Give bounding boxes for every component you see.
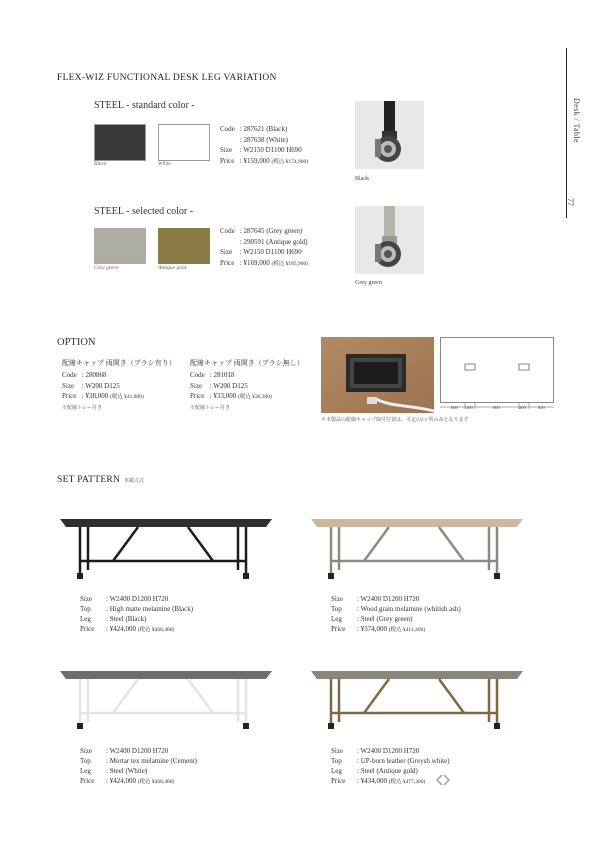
option-1-note: ※配線トレー付き [62,406,103,411]
price-value: ¥33,000 [213,392,237,400]
top-label: Top [331,757,342,765]
price-label: Price [80,777,95,785]
size-label: Size [80,747,93,755]
price-label: Price [331,625,346,633]
dim-4: 200 [519,405,526,410]
top-value: UP-born leather (Greysh white) [360,757,450,765]
price-tax: (税込 ¥466,400) [137,627,175,633]
top-value: Wood grain melamine (whitish ash) [360,605,461,613]
swatch-label-white: White [158,161,171,167]
price-label: Price [80,625,95,633]
dim-3: 800 [493,405,500,410]
swatch-label-antique-gold: Antique gold [158,265,187,271]
price-value: ¥38,000 [85,392,109,400]
size-value: W2150 D1100 H690 [243,146,302,154]
standard-heading: STEEL - standard color - [94,100,195,111]
set-4-spec: Size : W2400 D1200 H720 Top : UP-born leather (Greysh white) Leg : Steel (Antique gold) Price : ¥434,000 (税込 ¥477,400) [331,747,450,785]
price-tax: (税込 ¥185,900) [271,260,309,267]
price-value: ¥424,000 [109,625,136,633]
code-label: Code [62,371,77,379]
size-label: Size [331,595,344,603]
code-label: Code [190,371,205,379]
swatch-white [158,124,210,161]
code-label: Code [220,125,235,133]
table-illustration-2 [309,515,527,585]
cable-cap-photo-note: ※本製品の配線キャップ取付位置は、可定の2ヶ所のみとなります [321,418,469,423]
swatch-antique-gold [158,228,210,264]
price-tax: (税込 ¥411,400) [388,627,426,633]
size-label: Size [80,595,93,603]
price-tax: (税込 ¥41,800) [109,394,144,400]
size-value: W200 D125 [213,381,248,390]
logo-mark-icon [436,774,450,786]
price-label: Price [220,258,235,267]
top-value: Mortar tex melamine (Cement) [109,757,197,765]
option-2-spec: Code : 281018 Size : W200 D125 Price : ¥33,000 (税込 ¥36,300) [190,371,272,400]
selected-heading: STEEL - selected color - [94,206,194,217]
leg-label: Leg [331,615,342,623]
set-3-spec: Size : W2400 D1200 H720 Top : Mortar tex melamine (Cement) Leg : Steel (White) Price : ¥424,000 (税込 ¥466,400) [80,747,197,785]
code-value: 287621 (Black) [243,125,288,133]
code-value-2: 287638 (White) [243,135,288,144]
table-illustration-4 [309,667,527,737]
size-value: W2400 D1200 H720 [109,595,169,603]
price-tax: (税込 ¥174,900) [271,158,309,165]
standard-spec: Code : 287621 (Black) : 287638 (White) Size : W2150 D1100 H690 Price : ¥159,000 (税込 ¥174,900) [220,125,309,165]
size-label: Size [220,146,233,154]
leg-value: Steel (Antique gold) [360,767,418,775]
leg-label: Leg [80,615,91,623]
size-label: Size [190,381,203,390]
set-pattern-title: SET PATTERN [57,475,121,485]
size-value: W2400 D1200 H720 [360,747,420,755]
price-value: ¥159,000 [243,156,270,165]
caster-photo-black [355,101,424,169]
option-title: OPTION [57,337,96,348]
price-label: Price [331,777,346,785]
photo-caption-grey-green: Grey green [355,280,382,286]
set-1-spec: Size : W2400 D1200 H720 Top : High matte melamine (Black) Leg : Steel (Black) Price : ¥424,000 (税込 ¥466,400) [80,595,194,633]
leg-value: Steel (Black) [109,615,147,623]
size-value: W2150 D1100 H690 [243,248,302,256]
size-value: W2400 D1200 H720 [109,747,169,755]
set-2-spec: Size : W2400 D1200 H720 Top : Wood grain melamine (whitish ash) Leg : Steel (Grey green) Price : ¥374,000 (税込 ¥411,400) [331,595,461,633]
swatch-label-black: Black [94,161,107,167]
option-1-spec: Code : 280868 Size : W200 D125 Price : ¥38,000 (税込 ¥41,800) [62,371,144,400]
option-2-name: 配線キャップ 両開き（ブラシ無し） [190,359,304,367]
top-label: Top [80,605,91,613]
option-2-note: ※配線トレー付き [190,406,231,411]
caster-photo-grey-green [355,206,424,274]
top-value: High matte melamine (Black) [109,605,194,613]
photo-caption-black: Black [355,176,369,182]
price-value: ¥424,000 [109,777,136,785]
size-value: W2400 D1200 H720 [360,595,420,603]
size-value: W200 D125 [85,381,120,390]
selected-spec: Code : 287645 (Grey green) : 290591 (Antique gold) Size : W2150 D1100 H690 Price : ¥169,000 (税込 ¥185,900) [220,227,309,267]
section-label: Desk / Table [572,98,581,143]
swatch-black [94,124,146,161]
set-pattern-subtitle: 車載点式 [124,479,145,484]
price-tax: (税込 ¥477,400) [388,779,426,785]
code-value: 281018 [213,371,235,379]
price-value: ¥434,000 [360,777,387,785]
code-value: 280868 [85,371,107,379]
price-tax: (税込 ¥466,400) [137,779,175,785]
size-label: Size [62,381,75,390]
top-label: Top [80,757,91,765]
size-label: Size [331,747,344,755]
leg-value: Steel (White) [109,767,148,775]
leg-label: Leg [80,767,91,775]
leg-label: Leg [331,767,342,775]
side-tab [566,48,600,218]
code-value-2: 290591 (Antique gold) [243,237,308,246]
price-label: Price [220,156,235,165]
cable-cap-position-diagram [440,337,554,413]
price-tax: (税込 ¥36,300) [237,394,272,400]
leg-variation-title: FLEX-WIZ FUNCTIONAL DESK LEG VARIATION [57,73,277,83]
top-label: Top [331,605,342,613]
option-1-name: 配線キャップ 両開き（ブラシ有り） [62,359,176,367]
side-rule [566,48,567,218]
dim-2: 200 [466,405,473,410]
dim-5: 600 [538,405,545,410]
size-label: Size [220,248,233,256]
price-label: Price [62,392,77,400]
code-label: Code [220,227,235,235]
page-number: 77 [566,198,575,206]
price-value: ¥169,000 [243,258,270,267]
swatch-grey-green [94,228,146,264]
table-illustration-1 [58,515,276,585]
code-value: 287645 (Grey green) [243,227,303,235]
table-illustration-3 [58,667,276,737]
leg-value: Steel (Grey green) [360,615,413,623]
price-value: ¥374,000 [360,625,387,633]
cable-cap-photo [321,337,434,413]
price-label: Price [190,392,205,400]
swatch-label-grey-green: Grey green [94,265,119,271]
dim-1: 600 [451,405,458,410]
